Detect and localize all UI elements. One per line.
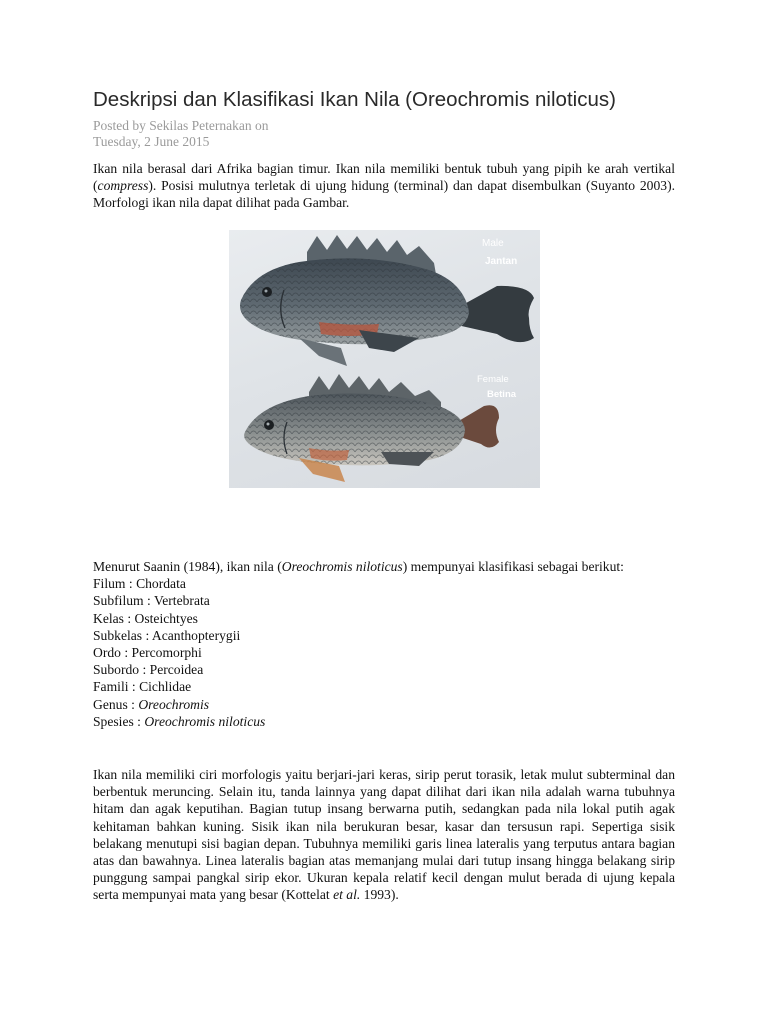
fish-illustration — [229, 230, 540, 488]
taxon-subfilum: Subfilum : Vertebrata — [93, 593, 210, 609]
intro-paragraph — [93, 160, 675, 212]
female-anal-fin — [381, 452, 434, 466]
taxon-ordo: Ordo : Percomorphi — [93, 645, 202, 661]
morphology-text-2: 1993). — [360, 887, 399, 903]
intro-text-2: ). Posisi mulutnya terletak di ujung hidung (terminal) dan dapat disembulkan (Suyanto 2003). Morfologi ikan nila dapat dilihat pada Gambar. — [93, 178, 675, 211]
morphology-paragraph — [93, 766, 675, 904]
taxon-subkelas: Subkelas : Acanthopterygii — [93, 627, 241, 643]
taxon-genus: Genus : Oreochromis — [93, 696, 210, 712]
post-meta — [93, 118, 268, 150]
label-female: Female — [477, 374, 509, 385]
female-fish — [244, 374, 517, 482]
classification-section — [93, 558, 675, 730]
taxon-subordo: Subordo : Percoidea — [93, 662, 204, 678]
taxon-spesies: Spesies : Oreochromis niloticus — [93, 713, 266, 729]
male-fish — [240, 235, 534, 366]
intro-text-1: Ikan nila berasal dari Afrika bagian timur. Ikan nila memiliki bentuk tubuh yang pipih ke arah vertikal ( — [93, 161, 675, 194]
morphology-text-1: Ikan nila memiliki ciri morfologis yaitu berjari-jari keras, sirip perut torasik, letak mulut subterminal dan berbentuk meruncing. Selain itu, tanda lainnya yang dapat dilihat dari ikan nila adalah warna tubuhnya hitam dan agak keputihan. Bagian tutup insang berwarna putih, sedangkan pada nila lokal putih agak kehitaman bahkan kuning. Sisik ikan nila berukuran besar, kasar dan tersusun rapi. Sepertiga sisik belakang menutupi sisi bagian depan. Tubuhnya memiliki garis linea lateralis yang terputus antara bagian atas dan bawahnya. Linea lateralis bagian atas memanjang mulai dari tutup insang hingga belakang sirip punggung sampai pangkal sirip ekor. Ukuran kepala relatif kecil dengan mulut berada di ujung kepala serta mempunyai mata yang besar (Kottelat — [93, 767, 675, 903]
taxon-kelas: Kelas : Osteichtyes — [93, 610, 198, 626]
fish-figure — [229, 230, 540, 488]
taxon-famili: Famili : Cichlidae — [93, 679, 192, 695]
species-italic: Oreochromis niloticus — [281, 559, 403, 574]
post-date: Tuesday, 2 June 2015 — [93, 134, 210, 149]
label-betina: Betina — [487, 389, 517, 400]
taxon-filum: Filum : Chordata — [93, 576, 186, 592]
classification-intro: Menurut Saanin (1984), ikan nila (Oreochromis niloticus) mempunyai klasifikasi sebagai berikut: — [93, 559, 624, 574]
et-al-italic: et al. — [333, 887, 361, 903]
page-title: Deskripsi dan Klasifikasi Ikan Nila (Oreochromis niloticus) — [93, 88, 616, 111]
label-jantan: Jantan — [485, 256, 518, 267]
label-male: Male — [482, 238, 504, 249]
intro-italic-term: compress — [97, 178, 149, 194]
posted-by-line: Posted by Sekilas Peternakan on — [93, 118, 269, 133]
